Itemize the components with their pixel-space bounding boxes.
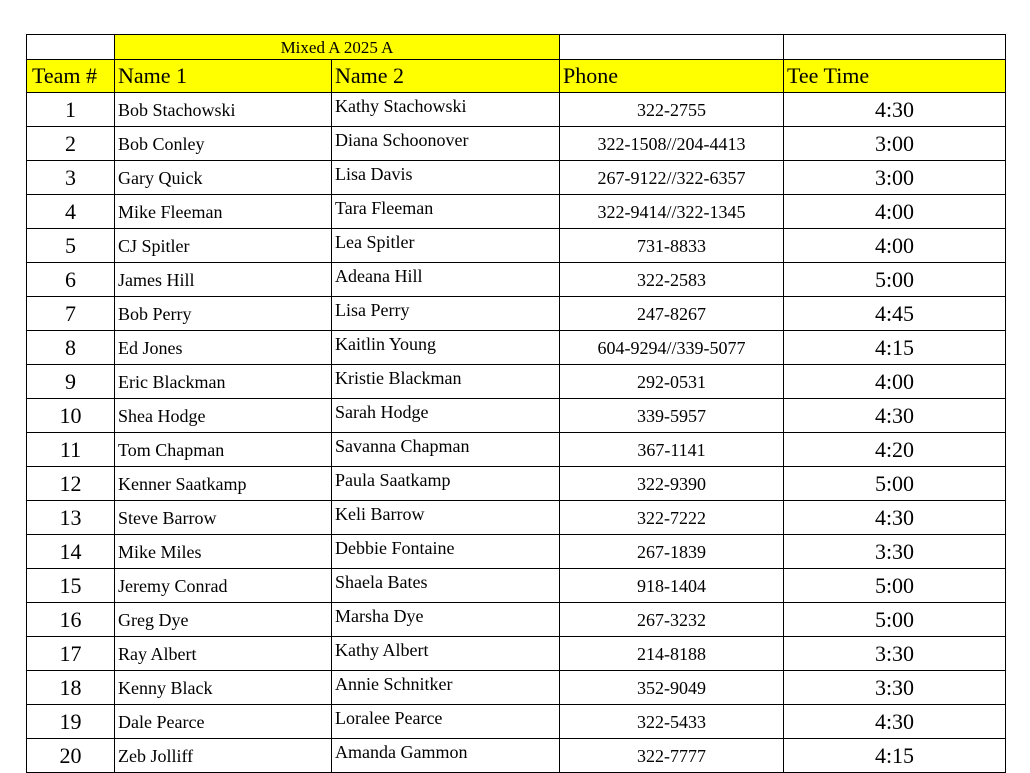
table-row: [27, 229, 1006, 263]
name2-cell: Adeana Hill: [332, 263, 560, 297]
name1-cell: Bob Perry: [115, 297, 332, 331]
tee-time-cell: 4:15: [784, 739, 1006, 773]
name1-cell: Bob Conley: [115, 127, 332, 161]
team-number-cell: 12: [27, 467, 115, 501]
tee-time-cell: 3:30: [784, 671, 1006, 705]
table-row: [27, 331, 1006, 365]
tee-time-cell: 4:15: [784, 331, 1006, 365]
tee-time-cell: 3:30: [784, 535, 1006, 569]
phone-cell: 367-1141: [560, 433, 784, 467]
name2-cell: Kathy Stachowski: [332, 93, 560, 127]
name1-cell: Bob Stachowski: [115, 93, 332, 127]
table-row: [27, 739, 1006, 773]
team-number-cell: 17: [27, 637, 115, 671]
tee-time-cell: 4:45: [784, 297, 1006, 331]
name2-cell: Marsha Dye: [332, 603, 560, 637]
name1-cell: Mike Miles: [115, 535, 332, 569]
name1-cell: CJ Spitler: [115, 229, 332, 263]
table-row: [27, 705, 1006, 739]
table-row: [27, 399, 1006, 433]
name1-cell: Ed Jones: [115, 331, 332, 365]
name1-cell: Mike Fleeman: [115, 195, 332, 229]
phone-cell: 267-3232: [560, 603, 784, 637]
tee-time-cell: 3:00: [784, 161, 1006, 195]
name1-cell: Kenner Saatkamp: [115, 467, 332, 501]
tee-time-cell: 4:30: [784, 399, 1006, 433]
team-number-cell: 13: [27, 501, 115, 535]
table-row: [27, 195, 1006, 229]
name2-cell: Loralee Pearce: [332, 705, 560, 739]
table-row: [27, 263, 1006, 297]
header-tee-time: Tee Time: [784, 60, 1006, 93]
title-blank-cell: [560, 35, 784, 60]
phone-cell: 292-0531: [560, 365, 784, 399]
phone-cell: 322-7222: [560, 501, 784, 535]
phone-cell: 214-8188: [560, 637, 784, 671]
name2-cell: Kathy Albert: [332, 637, 560, 671]
tee-time-cell: 4:00: [784, 195, 1006, 229]
phone-cell: 322-7777: [560, 739, 784, 773]
team-number-cell: 9: [27, 365, 115, 399]
name2-cell: Amanda Gammon: [332, 739, 560, 773]
phone-cell: 339-5957: [560, 399, 784, 433]
table-row: [27, 161, 1006, 195]
table-row: [27, 501, 1006, 535]
team-number-cell: 6: [27, 263, 115, 297]
phone-cell: 322-2755: [560, 93, 784, 127]
roster-body: [27, 35, 1006, 773]
tee-time-cell: 4:20: [784, 433, 1006, 467]
name1-cell: Tom Chapman: [115, 433, 332, 467]
phone-cell: 267-1839: [560, 535, 784, 569]
team-roster-table: [26, 34, 1006, 773]
name2-cell: Savanna Chapman: [332, 433, 560, 467]
table-row: [27, 569, 1006, 603]
team-number-cell: 16: [27, 603, 115, 637]
tee-time-cell: 5:00: [784, 263, 1006, 297]
name1-cell: Ray Albert: [115, 637, 332, 671]
header-phone: Phone: [560, 60, 784, 93]
phone-cell: 604-9294//339-5077: [560, 331, 784, 365]
name2-cell: Kaitlin Young: [332, 331, 560, 365]
tee-time-cell: 4:30: [784, 93, 1006, 127]
team-number-cell: 20: [27, 739, 115, 773]
sheet-title: Mixed A 2025 A: [115, 35, 560, 60]
phone-cell: 322-9390: [560, 467, 784, 501]
phone-cell: 322-9414//322-1345: [560, 195, 784, 229]
team-number-cell: 7: [27, 297, 115, 331]
phone-cell: 247-8267: [560, 297, 784, 331]
title-row: [27, 35, 1006, 60]
table-row: [27, 671, 1006, 705]
name2-cell: Paula Saatkamp: [332, 467, 560, 501]
team-number-cell: 10: [27, 399, 115, 433]
team-number-cell: 18: [27, 671, 115, 705]
name2-cell: Debbie Fontaine: [332, 535, 560, 569]
title-blank-cell: [27, 35, 115, 60]
tee-time-cell: 4:00: [784, 365, 1006, 399]
name1-cell: Zeb Jolliff: [115, 739, 332, 773]
table-row: [27, 127, 1006, 161]
name1-cell: Greg Dye: [115, 603, 332, 637]
team-number-cell: 11: [27, 433, 115, 467]
table-row: [27, 297, 1006, 331]
header-row: [27, 60, 1006, 93]
tee-time-cell: 5:00: [784, 569, 1006, 603]
name2-cell: Tara Fleeman: [332, 195, 560, 229]
name1-cell: Jeremy Conrad: [115, 569, 332, 603]
phone-cell: 322-5433: [560, 705, 784, 739]
phone-cell: 918-1404: [560, 569, 784, 603]
name1-cell: Eric Blackman: [115, 365, 332, 399]
table-row: [27, 93, 1006, 127]
name2-cell: Lisa Davis: [332, 161, 560, 195]
team-number-cell: 19: [27, 705, 115, 739]
name2-cell: Sarah Hodge: [332, 399, 560, 433]
tee-time-cell: 3:00: [784, 127, 1006, 161]
team-number-cell: 4: [27, 195, 115, 229]
team-number-cell: 2: [27, 127, 115, 161]
team-number-cell: 3: [27, 161, 115, 195]
phone-cell: 322-1508//204-4413: [560, 127, 784, 161]
name1-cell: Shea Hodge: [115, 399, 332, 433]
tee-time-cell: 5:00: [784, 603, 1006, 637]
team-number-cell: 8: [27, 331, 115, 365]
header-name2: Name 2: [332, 60, 560, 93]
name2-cell: Diana Schoonover: [332, 127, 560, 161]
title-blank-cell: [784, 35, 1006, 60]
name1-cell: James Hill: [115, 263, 332, 297]
name2-cell: Shaela Bates: [332, 569, 560, 603]
tee-time-cell: 4:30: [784, 501, 1006, 535]
table-row: [27, 535, 1006, 569]
name2-cell: Keli Barrow: [332, 501, 560, 535]
table-row: [27, 433, 1006, 467]
team-number-cell: 5: [27, 229, 115, 263]
tee-time-cell: 5:00: [784, 467, 1006, 501]
name1-cell: Dale Pearce: [115, 705, 332, 739]
name1-cell: Gary Quick: [115, 161, 332, 195]
tee-time-cell: 3:30: [784, 637, 1006, 671]
phone-cell: 322-2583: [560, 263, 784, 297]
name2-cell: Lisa Perry: [332, 297, 560, 331]
header-team: Team #: [27, 60, 115, 93]
header-name1: Name 1: [115, 60, 332, 93]
team-number-cell: 1: [27, 93, 115, 127]
phone-cell: 267-9122//322-6357: [560, 161, 784, 195]
phone-cell: 352-9049: [560, 671, 784, 705]
name2-cell: Annie Schnitker: [332, 671, 560, 705]
name1-cell: Steve Barrow: [115, 501, 332, 535]
tee-time-cell: 4:30: [784, 705, 1006, 739]
phone-cell: 731-8833: [560, 229, 784, 263]
table-row: [27, 365, 1006, 399]
name2-cell: Kristie Blackman: [332, 365, 560, 399]
name2-cell: Lea Spitler: [332, 229, 560, 263]
tee-time-cell: 4:00: [784, 229, 1006, 263]
team-number-cell: 14: [27, 535, 115, 569]
team-number-cell: 15: [27, 569, 115, 603]
table-row: [27, 467, 1006, 501]
name1-cell: Kenny Black: [115, 671, 332, 705]
table-row: [27, 637, 1006, 671]
table-row: [27, 603, 1006, 637]
